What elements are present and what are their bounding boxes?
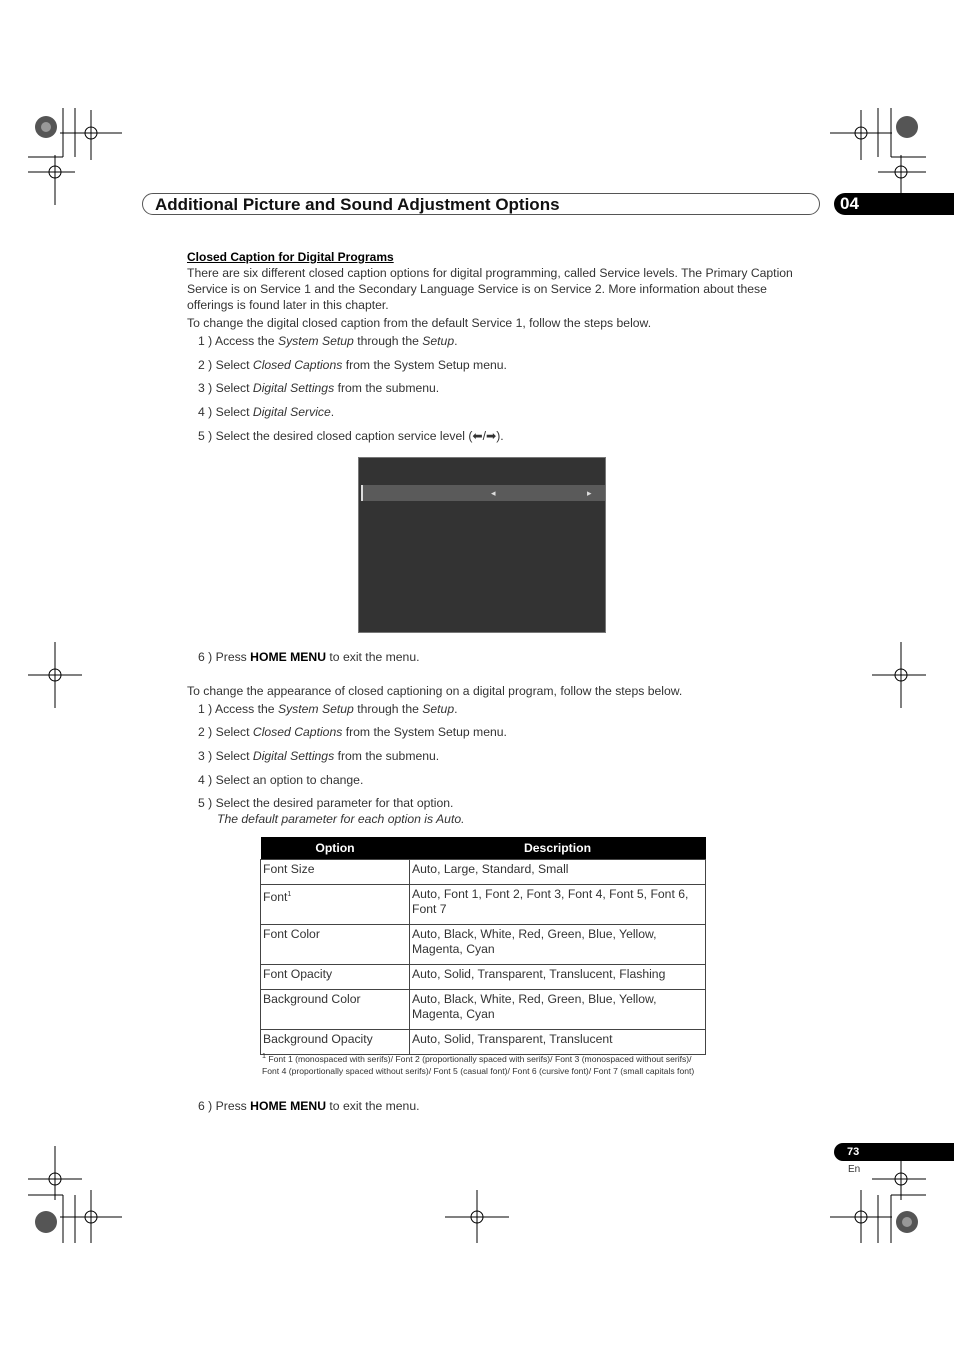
page-title: Additional Picture and Sound Adjustment Options <box>155 195 560 214</box>
step-b-5-note: The default parameter for each option is Auto. <box>217 812 465 826</box>
left-arrow-icon: ◂ <box>491 488 496 498</box>
footnote-ref: 1 <box>287 891 292 898</box>
option-cell: Font$^1$ <box>261 885 410 925</box>
step-b-2: 2 ) Select Closed Captions from the System Setup menu. <box>198 725 507 739</box>
step-b-5: 5 ) Select the desired parameter for that option. <box>198 796 454 810</box>
description-cell: Auto, Black, White, Red, Green, Blue, Yellow, Magenta, Cyan <box>410 925 706 965</box>
col-header-option: Option <box>261 837 410 860</box>
page-number: 73 <box>847 1146 860 1158</box>
left-right-arrow-icon: ⬅/➡ <box>472 429 497 443</box>
chapter-number: 04 <box>840 194 859 213</box>
option-cell: Font Color <box>261 925 410 965</box>
option-cell: Background Opacity <box>261 1030 410 1055</box>
step-a-6: 6 ) Press HOME MENU to exit the menu. <box>198 650 420 664</box>
step-a-5: 5 ) Select the desired closed caption service level (⬅/➡). <box>198 429 504 443</box>
option-cell: Background Color <box>261 990 410 1030</box>
section-heading: Closed Caption for Digital Programs <box>187 250 394 264</box>
table-footnote: $^1$ Font 1 (monospaced with serifs)/ Font 2 (proportionally spaced with serifs)/ Font 3 (monospaced without serifs)/ Font 4 (proportionally spaced without serifs)/ Font 5 (casual font)/ Font 6 (cursive font)/ Font 7 (small capitals font) <box>262 1052 695 1077</box>
step-b-6: 6 ) Press HOME MENU to exit the menu. <box>198 1099 420 1113</box>
language-code: En <box>848 1164 861 1175</box>
description-cell: Auto, Solid, Transparent, Translucent, Flashing <box>410 965 706 990</box>
table-row <box>261 990 706 1030</box>
table-row <box>261 860 706 885</box>
step-b-1: 1 ) Access the System Setup through the Setup. <box>198 702 458 716</box>
step-a-3: 3 ) Select Digital Settings from the submenu. <box>198 381 440 395</box>
right-arrow-icon: ▸ <box>587 488 592 498</box>
intro-line-3: offerings is found later in this chapter. <box>187 298 389 312</box>
step-b-4: 4 ) Select an option to change. <box>198 773 364 787</box>
description-cell: Auto, Solid, Transparent, Translucent <box>410 1030 706 1055</box>
table-header-row <box>261 837 706 860</box>
description-cell: Auto, Large, Standard, Small <box>410 860 706 885</box>
intro-line-2: Service is on Service 1 and the Secondary Language Service is on Service 2. More information about these <box>187 282 767 296</box>
table-row <box>261 885 706 925</box>
step-a-1: 1 ) Access the System Setup through the Setup. <box>198 334 458 348</box>
header-title-bar <box>142 193 820 215</box>
chapter-tab <box>834 193 954 215</box>
description-cell: Auto, Font 1, Font 2, Font 3, Font 4, Font 5, Font 6, Font 7 <box>410 885 706 925</box>
page-number-tab <box>834 1143 954 1161</box>
option-cell: Font Opacity <box>261 965 410 990</box>
table-row <box>261 965 706 990</box>
description-cell: Auto, Black, White, Red, Green, Blue, Yellow, Magenta, Cyan <box>410 990 706 1030</box>
col-header-description: Description <box>410 837 706 860</box>
intro-line-1: There are six different closed caption options for digital programming, called Service levels. The Primary Caption <box>187 266 793 280</box>
step-a-2: 2 ) Select Closed Captions from the System Setup menu. <box>198 358 507 372</box>
intro-paragraph-2: To change the digital closed caption from the default Service 1, follow the steps below. <box>187 316 652 330</box>
step-a-4: 4 ) Select Digital Service. <box>198 405 335 419</box>
table-row <box>261 925 706 965</box>
option-cell: Font Size <box>261 860 410 885</box>
step-b-3: 3 ) Select Digital Settings from the submenu. <box>198 749 440 763</box>
section2-paragraph: To change the appearance of closed captioning on a digital program, follow the steps below. <box>187 684 683 698</box>
menu-highlight-row <box>361 485 605 501</box>
options-table <box>260 837 706 1055</box>
tv-menu-screen <box>358 457 606 633</box>
